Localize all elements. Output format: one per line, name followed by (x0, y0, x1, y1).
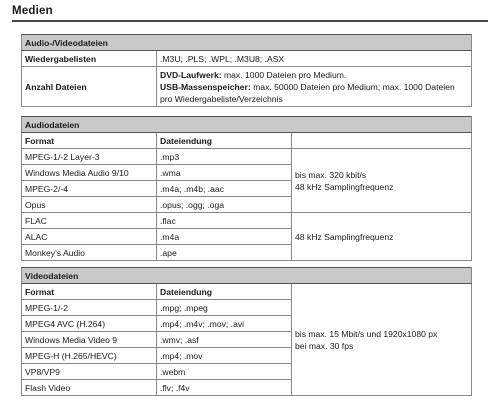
lossy-audio-note (292, 149, 472, 213)
video-files-table (21, 267, 472, 396)
audio-video-table (21, 34, 472, 107)
format-cell: FLAC (22, 213, 157, 229)
title-divider (12, 20, 488, 22)
table-row (22, 149, 472, 165)
audio-files-table (21, 116, 472, 261)
extension-cell: .wmv; .asf (157, 332, 292, 348)
column-header-format: Format (22, 133, 157, 149)
video-note (292, 284, 472, 396)
file-count-label: Anzahl Dateien (22, 67, 157, 107)
playlists-label: Wiedergabelisten (22, 51, 157, 67)
format-cell: MPEG-2/-4 (22, 181, 157, 197)
table-header-row (22, 133, 472, 149)
format-cell: VP8/VP9 (22, 364, 157, 380)
video-note-line-2: bei max. 30 fps (295, 340, 354, 351)
playlists-value: .M3U; .PLS; .WPL; .M3U8; .ASX (157, 51, 472, 67)
extension-cell: .flv; .f4v (157, 380, 292, 396)
format-cell: MPEG-1/-2 Layer-3 (22, 149, 157, 165)
lossy-note-line-2: 48 kHz Samplingfrequenz (295, 181, 394, 192)
format-cell: Windows Media Video 9 (22, 332, 157, 348)
lossless-audio-note: 48 kHz Samplingfrequenz (292, 213, 472, 261)
page-title: Medien (12, 5, 53, 17)
extension-cell: .ape (157, 245, 292, 261)
extension-cell: .mp4; .mov (157, 348, 292, 364)
column-header-format: Format (22, 284, 157, 300)
format-cell: ALAC (22, 229, 157, 245)
format-cell: Monkey's Audio (22, 245, 157, 261)
section-heading-audio: Audiodateien (22, 117, 472, 133)
extension-cell: .m4a; .m4b; .aac (157, 181, 292, 197)
format-cell: Flash Video (22, 380, 157, 396)
lossy-note-line-1: bis max. 320 kbit/s (295, 169, 367, 180)
extension-cell: .webm (157, 364, 292, 380)
section-heading-video: Videodateien (22, 268, 472, 284)
section-heading-audio-video: Audio-/Videodateien (22, 35, 472, 51)
usb-value: max. 50000 Dateien pro Medium; max. 1000 Dateien pro Wiedergabeliste/Verzeichnis (160, 81, 455, 104)
format-cell: Windows Media Audio 9/10 (22, 165, 157, 181)
format-cell: MPEG4 AVC (H.264) (22, 316, 157, 332)
extension-cell: .wma (157, 165, 292, 181)
extension-cell: .mp3 (157, 149, 292, 165)
header-spacer-cell (292, 133, 472, 149)
file-count-value (157, 67, 472, 107)
extension-cell: .mpg; .mpeg (157, 300, 292, 316)
extension-cell: .m4a (157, 229, 292, 245)
usb-limit-line (160, 81, 468, 105)
extension-cell: .mp4; .m4v; .mov; .avi (157, 316, 292, 332)
column-header-extension: Dateiendung (157, 284, 292, 300)
dvd-limit-line (160, 69, 468, 81)
extension-cell: .flac (157, 213, 292, 229)
format-cell: MPEG-H (H.265/HEVC) (22, 348, 157, 364)
column-header-extension: Dateiendung (157, 133, 292, 149)
table-header-row (22, 284, 472, 300)
format-cell: MPEG-1/-2 (22, 300, 157, 316)
extension-cell: .opus; .ogg; .oga (157, 197, 292, 213)
format-cell: Opus (22, 197, 157, 213)
usb-label: USB-Massenspeicher: (160, 81, 251, 92)
dvd-value: max. 1000 Dateien pro Medium. (221, 69, 347, 80)
video-note-line-1: bis max. 15 Mbit/s und 1920x1080 px (295, 328, 438, 339)
dvd-label: DVD-Laufwerk: (160, 69, 222, 80)
table-row (22, 213, 472, 229)
